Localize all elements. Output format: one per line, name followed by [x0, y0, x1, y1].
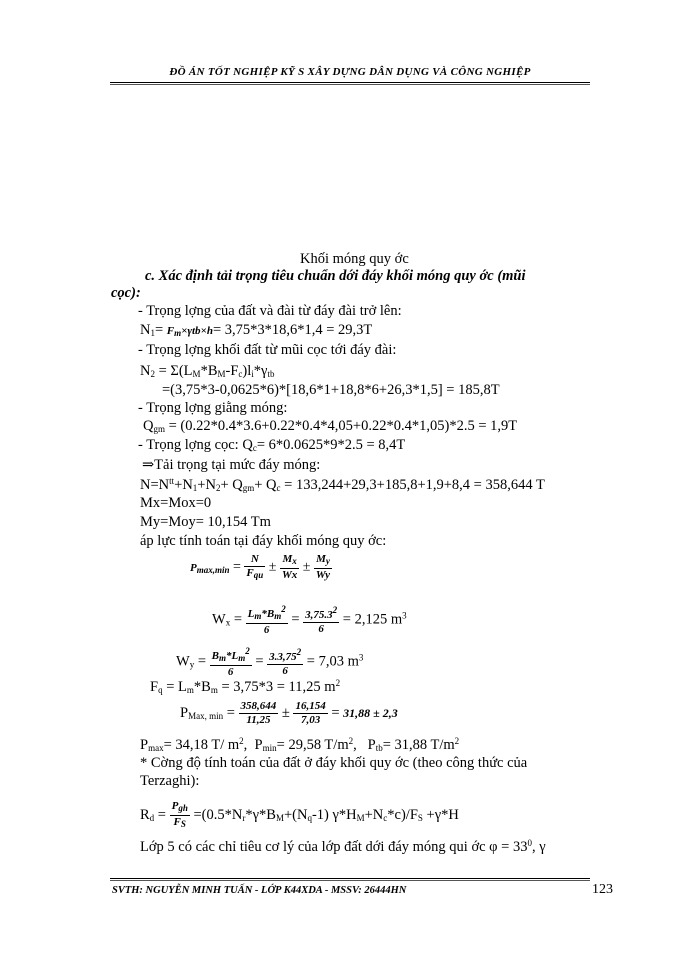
page-number: 123	[592, 882, 613, 897]
pressure-results: $P_{max}= 34,18$ T/ $m^2$, $P_{min}= 29,58$ $T/m^2$, $P_{tb}= 31,88$ $T/m^2$	[140, 736, 460, 753]
fq-formula: $F_q = L_m*B_m = 3,75*3 = 11,25$ $m^2$	[150, 678, 341, 695]
section-c-heading-cont: cọc):	[111, 285, 141, 301]
pressure-label: áp lực tính toán tại đáy khối móng quy ớc:	[140, 533, 387, 549]
pmaxmin-value: $P_{Max, min}$ = $\frac{358,644}{11,25}$ ± $\frac{16,154}{7,03}$ = 31,88 ± 2,3	[180, 700, 398, 726]
strength-line-cont: Terzaghi):	[140, 773, 200, 789]
my-line: My=Moy= 10,154 Tm	[140, 514, 271, 530]
tip-weight-label: - Trọng lợng khối đất từ mũi cọc tới đáy đài:	[138, 342, 397, 358]
pmaxmin-formula: $P_{max,min}$ = $\frac{N}{F_{qu}}$ ± $\frac{M_x}{Wx}$ ± $\frac{M_y}{Wy}$	[190, 553, 330, 581]
mx-line: Mx=Mox=0	[140, 495, 212, 511]
soil-weight-label: - Trọng lợng của đất và đài từ đáy đài trở lên:	[138, 303, 402, 319]
footer-rule-thin	[110, 880, 590, 881]
footer-student: SVTH: NGUYỄN MINH TUẤN - LỚP K44XDA - MSSV: 26444HN	[112, 885, 407, 896]
wy-formula: $W_y$ = $\frac{B_m*L_m^2}{6}$ = $\frac{3.3,75^2}{6}$ = 7,03 $m^3$	[176, 646, 364, 678]
pile-weight-line: - Trọng lợng cọc: $Q_c= 6*0.0625*9*2.5 = 8,4T$	[138, 437, 406, 453]
layer5-line: Lớp 5 có các chỉ tiêu cơ lý của lớp đất dới đáy móng qui ớc $\varphi = 33^0$, γ	[140, 838, 546, 855]
qgm-line: $Q_{gm} = (0.22*0.4*3.6+0.22*0.4*4,05+0.22*0.4*1,05)*2.5 = 1,9T$	[143, 418, 518, 434]
section-c-heading: c. Xác định tải trọng tiêu chuẩn dới đáy khối móng quy ớc (mũi	[145, 268, 526, 284]
footer-rule	[110, 878, 590, 879]
header-rule	[110, 82, 590, 83]
n2-line-2: =(3,75*3-0,0625*6)*[18,6*1+18,8*6+26,3*1,5] = 185,8T	[162, 382, 500, 398]
section-title: Khối móng quy ớc	[300, 251, 409, 267]
page-header: ĐỒ ÁN TỐT NGHIỆP KỸ S XÂY DỰNG DÂN DỤNG VÀ CÔNG NGHIỆP	[169, 66, 531, 78]
n2-line: $N_2 = \Sigma(L_M*B_M-F_c)l_i*\gamma_{tb}$	[140, 363, 275, 379]
wx-formula: $W_x$ = $\frac{L_m*B_m^2}{6}$ = $\frac{3,75.3^2}{6}$ = 2,125 $m^3$	[212, 604, 407, 636]
strength-line: * Cờng độ tính toán của đất ở đáy khối quy ớc (theo công thức của	[140, 755, 528, 771]
rd-formula: $R_d$ = $\frac{P_{gh}}{F_S}$ $=(0.5*N_r*\gamma*B_M+(N_q-1)$ $\gamma*H_M+N_c*c)/F_S +\gamma*H$	[140, 800, 459, 829]
beam-weight-label: - Trọng lợng giằng móng:	[138, 400, 288, 416]
n1-line: $N_1= F_m\times\gamma tb\times h= 3,75*3*18,6*1,4 = 29,3T$	[140, 322, 373, 338]
load-label: ⇒Tải trọng tại mức đáy móng:	[142, 457, 321, 473]
header-rule-thin	[110, 84, 590, 85]
n-total-line: $N=N^{tt}+N_1+N_2+ Q_{gm}+ Q_c = 133,244+29,3+185,8+1,9+8,4 = 358,644$ T	[140, 476, 545, 493]
